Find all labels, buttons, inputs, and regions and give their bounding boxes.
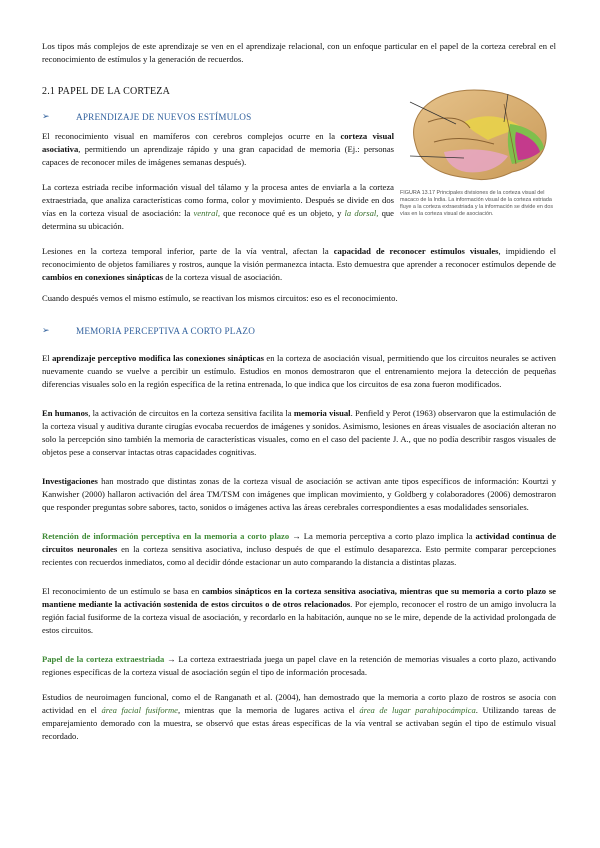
figure-caption: FIGURA 13.17 Principales divisiones de la corteza visual del macaco de la India. La información visual de la corteza estriada fluye a la corteza extraestriada y la información se divide en dos vías en la corteza visual de asociación. <box>400 190 554 217</box>
document-page <box>42 40 556 743</box>
paragraph-humanos: En humanos, la activación de circuitos en la corteza sensitiva facilita la memoria visual. Penfield y Perot (1963) observaron que la estimulación de la corteza visual y auditiva durante cirugías evocaba recuerdos de imágenes y sonidos. Asimismo, lesiones en áreas visuales de asociación alteran no solo la percepción sino también la memoria de características visuales, como en el caso del paciente J. A., que no podía describir rasgos visuales de objetos pese a conservar intactas otras capacidades cognitivas. <box>42 408 556 457</box>
brain-illustration <box>404 82 552 188</box>
subheading-memoria <box>42 325 556 336</box>
paragraph-aprendizaje-perceptivo: El aprendizaje perceptivo modifica las conexiones sinápticas en la corteza de asociación visual, permitiendo que los circuitos neurales se activen nuevamente cuando se vuelve a percibir un estímulo. Estudios en monos demostraron que el entrenamiento mejora la detección de pequeñas diferencias visuales solo en la región específica de la retina entrenada, lo que indica que los circuitos de esa zona fueron modificados. <box>42 353 556 389</box>
subheading-title: APRENDIZAJE DE NUEVOS ESTÍMULOS <box>76 111 252 122</box>
paragraph-lesiones: Lesiones en la corteza temporal inferior, parte de la vía ventral, afectan la capacidad de reconocer estímulos visuales, impidiendo el reconocimiento de objetos familiares y rostros, aunque la visión permanezca intacta. Esto demuestra que aprender a reconocer estímulos depende de cambios en conexiones sinápticas de la corteza visual de asociación. <box>42 246 556 282</box>
subheading-title: MEMORIA PERCEPTIVA A CORTO PLAZO <box>76 325 256 336</box>
arrow-bullet-icon: ➢ <box>42 325 50 335</box>
paragraph-reconocimiento-final: Cuando después vemos el mismo estímulo, se reactivan los mismos circuitos: eso es el reconocimiento. <box>42 293 398 303</box>
brain-figure <box>400 82 556 218</box>
arrow-bullet-icon: ➢ <box>42 111 50 121</box>
intro-paragraph: Los tipos más complejos de este aprendizaje se ven en el aprendizaje relacional, con un enfoque particular en el papel de la corteza cerebral en el reconocimiento de estímulos y la generación de recuerdos. <box>42 41 556 64</box>
paragraph-retencion: Retención de información perceptiva en la memoria a corto plazo → La memoria perceptiva a corto plazo implica la actividad continua de circuitos neuronales en la corteza sensitiva asociativa, incluso después de que el estímulo desaparezca. Esto permite comparar percepciones recientes con recuerdos inmediatos, como al decidir dónde estacionar un auto comparando la distancia a distintas plazas. <box>42 531 557 567</box>
paragraph-reconocimiento: El reconocimiento visual en mamíferos con cerebros complejos ocurre en la corteza visual asociativa, permitiendo un aprendizaje rápido y una gran capacidad de memoria (Ej.: personas capaces de reconocer miles de imágenes semanas después). <box>42 131 394 167</box>
paragraph-corteza-extraestriada: Papel de la corteza extraestriada → La corteza extraestriada juega un papel clave en la retención de memorias visuales a corto plazo, activando regiones específicas de la corteza visual de asociación según el tipo de información procesada. <box>42 654 557 677</box>
paragraph-neuroimagen: Estudios de neuroimagen funcional, como el de Ranganath et al. (2004), han demostrado que la memoria a corto plazo de rostros se asocia con actividad en el área facial fusiforme, mientras que la memoria de lugares activa el área de lugar parahipocámpica. Utilizando tareas de emparejamiento demorado con la muestra, se observó que estas áreas específicas de la vía ventral se activaban según el tipo de estímulo visual recordado. <box>42 692 556 741</box>
paragraph-cambios-sinapticos: El reconocimiento de un estímulo se basa en cambios sinápticos en la corteza sensitiva asociativa, mientras que su memoria a corto plazo se mantiene mediante la activación sostenida de estos circuitos o de otros relacionados. Por ejemplo, reconocer el rostro de un amigo involucra la región facial fusiforme de la corteza visual de asociación, y recordarlo en la habitación, aunque no se le mire, depende de la actividad prolongada de estos circuitos. <box>42 586 557 635</box>
paragraph-corteza-estriada: La corteza estriada recibe información visual del tálamo y la procesa antes de enviarla a la corteza extraestriada, que analiza características como forma, color y movimiento. Después se divide en dos vías en la corteza visual de asociación: la ventral, que reconoce qué es un objeto, y la dorsal, que determina su ubicación. <box>42 182 394 231</box>
section-title: 2.1 PAPEL DE LA CORTEZA <box>42 86 170 97</box>
paragraph-investigaciones: Investigaciones han mostrado que distintas zonas de la corteza visual de asociación se activan ante tipos específicos de información: Kourtzi y Kanwisher (2000) hallaron activación del área TM/TSM con imágenes que implican movimiento, y Goldberg y colaboradores (2006) demostraron que responder preguntas sobre sabores, tacto, sonidos o imágenes activa las áreas cerebrales correspondientes a esas modalidades sensoriales. <box>42 476 556 512</box>
